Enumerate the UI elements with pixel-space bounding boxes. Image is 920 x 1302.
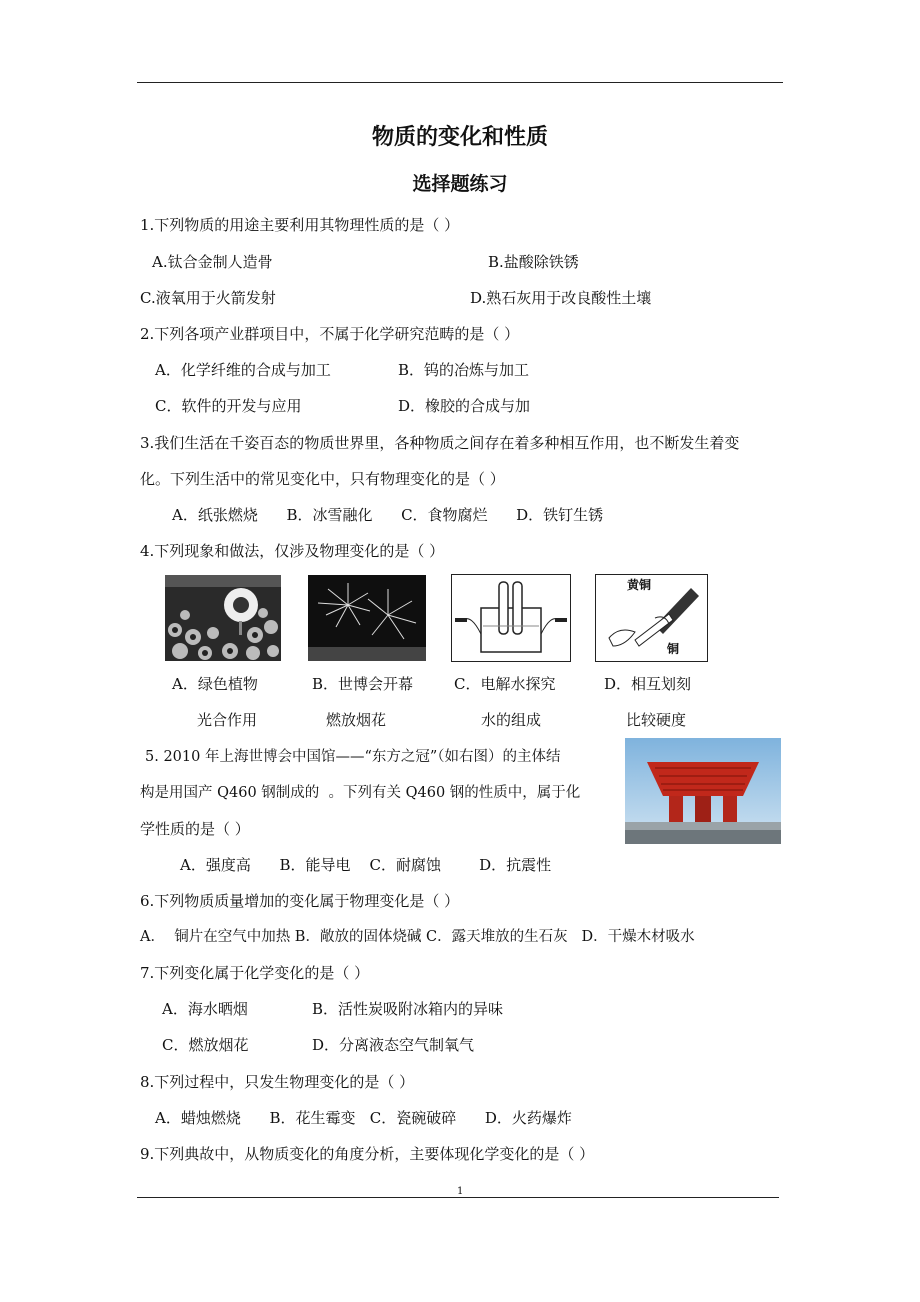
question-2-option-c: C．软件的开发与应用 [155, 397, 302, 415]
question-1-option-c: C.液氧用于火箭发射 [140, 289, 276, 307]
question-2-stem: 2.下列各项产业群项目中，不属于化学研究范畴的是（ ） [140, 325, 520, 343]
page-title: 物质的变化和性质 [371, 124, 548, 150]
question-3-stem-line2: 化。下列生活中的常见变化中，只有物理变化的是（ ） [140, 470, 505, 488]
question-8-options: A．蜡烛燃烧 B．花生霉变 C．瓷碗破碎 D．火药爆炸 [155, 1109, 572, 1127]
question-7-stem: 7.下列变化属于化学变化的是（ ） [140, 964, 370, 982]
footer-rule [137, 1197, 779, 1198]
electrolysis-apparatus-image [451, 574, 571, 662]
question-4-option-c-line2: 水的组成 [481, 711, 542, 729]
page-number: 1 [457, 1186, 464, 1197]
question-4-option-b-line2: 燃放烟花 [326, 711, 387, 729]
question-3-stem-line1: 3.我们生活在千姿百态的物质世界里，各种物质之间存在着多种相互作用，也不断发生着变 [140, 434, 740, 452]
sunflower-image [165, 575, 281, 661]
question-5-stem-line2: 构是用国产 Q460 钢制成的 。下列有关 Q460 钢的性质中，属于化 [140, 785, 581, 801]
question-2-option-a: A．化学纤维的合成与加工 [155, 361, 331, 379]
china-pavilion-image [625, 738, 781, 844]
question-4-option-b-line1: B．世博会开幕 [312, 675, 414, 693]
label-brass: 黄铜 [627, 578, 652, 592]
question-1-option-a: A.钛合金制人造骨 [152, 253, 273, 271]
question-8-stem: 8.下列过程中，只发生物理变化的是（ ） [140, 1073, 415, 1091]
header-rule [137, 82, 783, 83]
question-3-options: A．纸张燃烧 B．冰雪融化 C．食物腐烂 D．铁钉生锈 [172, 506, 604, 524]
question-4-option-a-line2: 光合作用 [197, 711, 258, 729]
question-2-option-d: D．橡胶的合成与加 [398, 397, 531, 415]
question-4-option-c-line1: C．电解水探究 [454, 675, 556, 693]
question-4-stem: 4.下列现象和做法，仅涉及物理变化的是（ ） [140, 542, 445, 560]
question-7-option-a: A．海水晒烟 [162, 1000, 248, 1018]
question-1-stem: 1.下列物质的用途主要利用其物理性质的是（ ） [140, 216, 460, 234]
question-6-options: A． 铜片在空气中加热 B．敞放的固体烧碱 C．露天堆放的生石灰 D．干燥木材吸水 [140, 929, 695, 945]
question-7-option-b: B．活性炭吸附冰箱内的异味 [312, 1000, 504, 1018]
scratch-test-image [595, 574, 708, 662]
question-7-option-d: D．分离液态空气制氧气 [312, 1036, 475, 1054]
question-9-stem: 9.下列典故中，从物质变化的角度分析，主要体现化学变化的是（ ） [140, 1145, 595, 1163]
page-subtitle: 选择题练习 [412, 173, 508, 195]
question-5-stem-line1: 5. 2010 年上海世博会中国馆——“东方之冠”（如右图）的主体结 [145, 749, 561, 765]
question-7-option-c: C．燃放烟花 [162, 1036, 249, 1054]
question-4-option-d-line1: D．相互划刻 [604, 675, 692, 693]
label-copper: 铜 [667, 642, 680, 656]
question-5-stem-line3: 学性质的是（ ） [140, 820, 250, 838]
question-4-option-d-line2: 比较硬度 [626, 711, 687, 729]
question-4-option-a-line1: A．绿色植物 [172, 675, 258, 693]
question-1-option-d: D.熟石灰用于改良酸性土壤 [470, 289, 652, 307]
question-6-stem: 6.下列物质质量增加的变化属于物理变化是（ ） [140, 892, 460, 910]
question-1-option-b: B.盐酸除铁锈 [488, 253, 579, 271]
fireworks-image [308, 575, 426, 661]
question-5-options: A．强度高 B．能导电 C．耐腐蚀 D．抗震性 [180, 856, 552, 874]
question-2-option-b: B．钨的冶炼与加工 [398, 361, 530, 379]
